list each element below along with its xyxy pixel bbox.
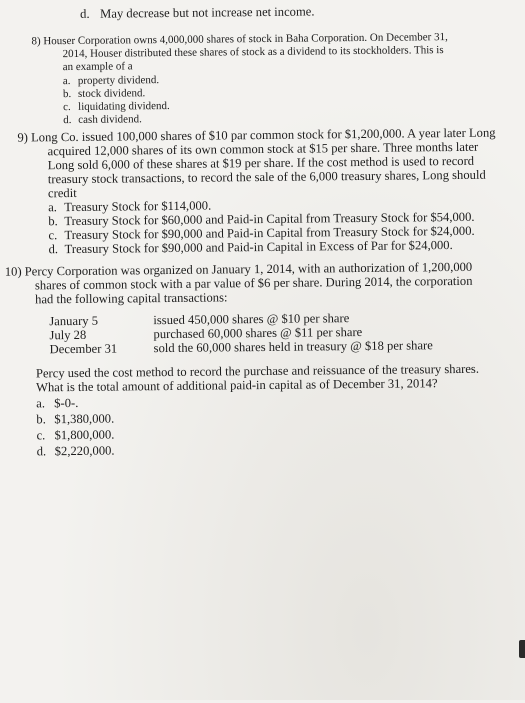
q8-option-letter: c. (63, 101, 71, 114)
q9-option-letter: b. (48, 214, 58, 229)
q10-option-letter: d. (36, 444, 47, 459)
q9-line: Long sold 6,000 of these shares at $19 per share. If the cost method is used to record (47, 153, 475, 173)
q8-line: an example of a (62, 60, 133, 74)
top-option-text: May decrease but not increase net income. (100, 4, 315, 21)
q8-option-text: liquidating dividend. (78, 99, 170, 113)
q8-option-letter: b. (62, 88, 72, 101)
q9-line: 9) Long Co. issued 100,000 shares of $10 par common stock for $1,200,000. A year later Long (17, 125, 496, 145)
q10-transaction-desc: purchased 60,000 shares @ $11 per share (153, 324, 363, 342)
q9-option-letter: d. (48, 242, 59, 257)
q9-line: acquired 12,000 shares of its own common stock at $15 per share. Three months later (47, 139, 479, 159)
q9-option-letter: c. (48, 228, 58, 243)
q10-transaction-desc: sold the 60,000 shares held in treasury @ $18 per share (153, 338, 433, 356)
q10-transaction-desc: issued 450,000 shares @ $10 per share (153, 311, 350, 328)
q10-transaction-date: December 31 (49, 341, 118, 357)
q9-option-text: Treasury Stock for $60,000 and Paid-in Capital from Treasury Stock for $54,000. (64, 209, 475, 229)
q10-option-text: $1,380,000. (54, 411, 115, 427)
q8-option-text: stock dividend. (77, 87, 146, 100)
q8-line: 2014, Houser distributed these shares of stock as a dividend to its stockholders. This is (62, 44, 444, 61)
q10-option-text: $2,220,000. (54, 443, 115, 459)
q10-closing-line: What is the total amount of additional paid-in capital as of December 31, 2014? (35, 376, 438, 395)
q10-option-letter: a. (36, 396, 46, 411)
q9-option-letter: a. (48, 200, 57, 215)
q9-line: treasury stock transactions, to record the sale of the 6,000 treasury shares, Long should (47, 167, 486, 187)
q10-line: had the following capital transactions: (35, 290, 228, 307)
page-edge-mark (519, 640, 525, 658)
q10-option-text: $1,800,000. (54, 427, 115, 443)
q9-option-text: Treasury Stock for $90,000 and Paid-in Capital in Excess of Par for $24,000. (64, 238, 453, 257)
q10-option-letter: b. (36, 412, 46, 427)
q10-line: shares of common stock with a par value of $6 per share. During 2014, the corporation (34, 273, 473, 293)
q9-option-text: Treasury Stock for $114,000. (64, 198, 212, 215)
q9-line: credit (47, 185, 77, 201)
q8-option-letter: d. (63, 114, 72, 127)
top-option-letter: d. (80, 6, 90, 21)
q10-transaction-date: January 5 (49, 313, 99, 329)
q8-option-text: property dividend. (77, 74, 160, 87)
q10-line: 10) Percy Corporation was organized on January 1, 2014, with an authorization of 1,200,000 (4, 259, 473, 279)
q10-option-letter: c. (36, 428, 46, 443)
q9-option-text: Treasury Stock for $90,000 and Paid-in Capital from Treasury Stock for $24,000. (64, 223, 475, 243)
q8-option-letter: a. (62, 75, 71, 88)
q10-transaction-date: July 28 (49, 327, 87, 343)
q10-option-text: $-0-. (54, 395, 79, 411)
q8-option-text: cash dividend. (78, 113, 142, 126)
q8-line: 8) Houser Corporation owns 4,000,000 shares of stock in Baha Corporation. On December 31, (31, 31, 448, 48)
q10-closing-line: Percy used the cost method to record the purchase and reissuance of the treasury shares. (35, 361, 480, 381)
